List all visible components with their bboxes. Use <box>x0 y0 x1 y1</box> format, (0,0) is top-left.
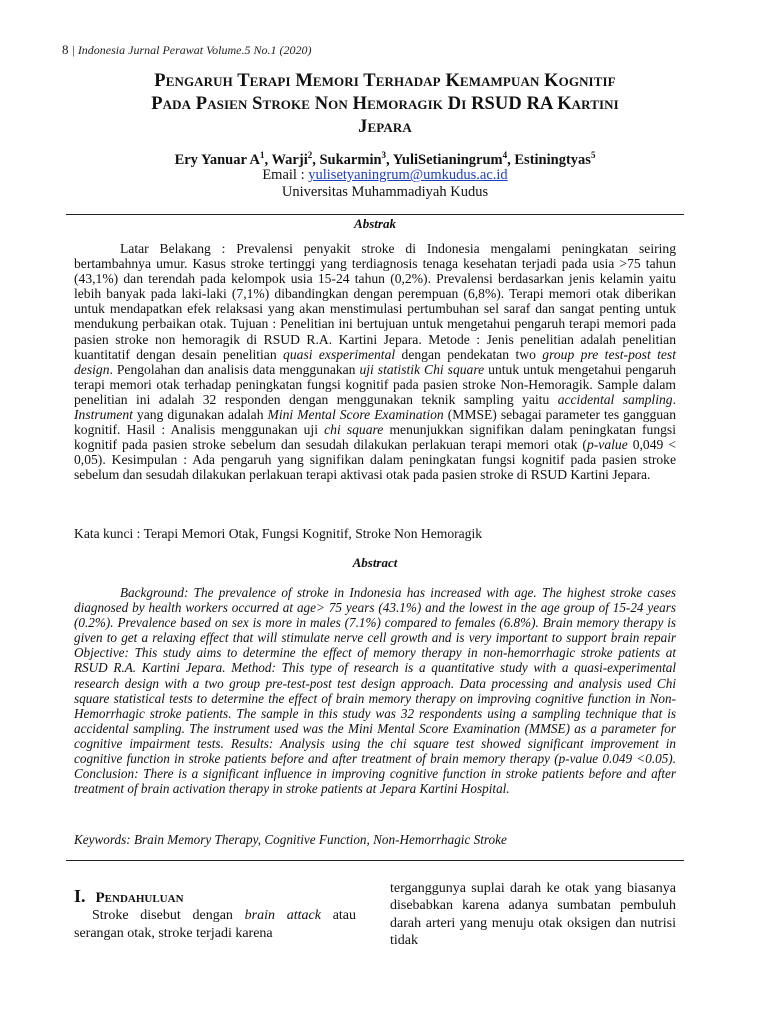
abstract-body <box>74 585 676 796</box>
abstract-heading: Abstract <box>352 555 398 570</box>
author-name: Sukarmin <box>319 151 382 168</box>
top-divider <box>66 214 684 215</box>
title-line-2: Pada Pasien Stroke Non Hemoragik Di RSUD RA Kartini <box>151 94 619 114</box>
abstrak-italic: quasi exsperimental <box>283 346 396 362</box>
author-list: Ery Yanuar $A^1$, Warji$^2$, Sukarmin$^3$, YuliSetianingrum$^4$, Estiningtyas$^5$ <box>174 150 596 168</box>
section-heading <box>74 888 356 907</box>
journal-name: Indonesia Jurnal Perawat Volume.5 No.1 (2020) <box>77 43 312 57</box>
keywords: Keywords: Brain Memory Therapy, Cognitive Function, Non-Hemorrhagic Stroke <box>74 832 507 847</box>
abstrak-text: untuk untuk mengetahui pengaruh terapi memori otak terhadap peningkatan fungsi kognitif pada pasien stroke Non-Hemoragik. Sample dalam penelitian ini adalah 32 responden dengan menggunakan teknik sampling yaitu <box>74 361 677 407</box>
abstrak-italic: chi square <box>324 422 384 438</box>
email-link[interactable]: yulisetyaningrum@umkudus.ac.id <box>308 167 508 183</box>
intro-italic: brain attack <box>244 908 321 924</box>
kata-kunci: Kata kunci : Terapi Memori Otak, Fungsi Kognitif, Stroke Non Hemoragik <box>74 526 483 541</box>
abstrak-text: dengan pendekatan two <box>395 346 543 362</box>
abstrak-heading: Abstrak <box>354 216 396 231</box>
intro-text: Stroke disebut dengan <box>92 908 245 924</box>
intro-left-column <box>74 888 356 942</box>
author-affiliation-mark: 4 <box>502 150 508 160</box>
email-label: Email : <box>262 167 309 183</box>
abstrak-text: 0,049 < 0,05). Kesimpulan : Ada pengaruh yang signifikan dalam peningkatan fungsi kognitif pada pasien stroke sebelum dan sesudah dilakukan perlakuan terapi aktivasi otak pada pasien stroke di RSUD Kartini Jepara. <box>74 437 676 483</box>
abstrak-text: (MMSE) sebagai parameter tes gangguan kognitif. Hasil : Analisis menggunakan uji <box>74 407 676 438</box>
author-name: Warji <box>271 151 308 168</box>
author-name: YuliSetianingrum <box>392 151 503 168</box>
author-name: Ery Yanuar A <box>174 151 260 168</box>
abstrak-body <box>74 241 676 483</box>
section-title: Pendahuluan <box>95 890 184 906</box>
abstract-text: Background: The prevalence of stroke in Indonesia has increased with age. The highest stroke cases diagnosed by health workers occurred at age> 75 years (43.1%) and the lowest in the age group of 15-24 years (0.2%). Prevalence based on sex is more in males (7.1%) compared to females (6.8%). Brain memory therapy is given to get a relaxing effect that will stimulate nerve cell growth and is very important to support brain repair Objective: This study aims to determine the effect of memory therapy in non-hemorrhagic stroke patients at RSUD R.A. Kartini Jepara. Method: This type of research is a quantitative study with a quasi-experimental research design with a two group pre-test-post test design approach. Data processing and analysis used Chi square statistical tests to determine the effect of brain memory therapy on improving cognitive function in Non-Hemorrhagic stroke patients. The sample in this study was 32 respondents using a sampling technique that is accidental sampling. The instrument used was the Mini Mental Score Examination (MMSE) as a parameter for cognitive impairment tests. Results: Analysis using the chi square test showed significant improvement in cognitive function in stroke patients before and after treatment of brain memory therapy (p-value 0.049 <0.05). Conclusion: There is a significant influence in improving cognitive function in stroke patients before and after treatment of brain activation therapy in stroke patients at Jepara Kartini Hospital. <box>74 585 676 797</box>
email-line <box>74 167 696 184</box>
abstrak-text: . <box>672 391 676 407</box>
title-line-1: Pengaruh Terapi Memori Terhadap Kemampuan Kognitif <box>154 71 616 91</box>
paper-title <box>74 70 696 139</box>
intro-text: atau serangan otak, stroke terjadi karena <box>74 908 357 941</box>
abstrak-italic: uji statistik Chi square <box>359 361 485 377</box>
abstrak-text: . Pengolahan dan analisis data menggunakan <box>109 361 360 377</box>
abstrak-italic: p-value <box>586 437 628 453</box>
intro-right-column: terganggunya suplai darah ke otak yang biasanya disebabkan karena adanya sumbatan pembuluh darah arteri yang menuju otak oksigen dan nutrisi tidak <box>390 881 676 949</box>
author-name: Estiningtyas <box>514 151 591 168</box>
bottom-divider <box>66 860 684 861</box>
abstrak-text: yang digunakan adalah <box>132 407 268 423</box>
author-affiliation-mark: 3 <box>381 150 387 160</box>
abstrak-italic: Instrument <box>74 407 133 423</box>
author-affiliation-mark: 5 <box>590 150 596 160</box>
abstrak-italic: accidental sampling <box>557 391 673 407</box>
author-affiliation-mark: 2 <box>307 150 313 160</box>
affiliation: Universitas Muhammadiyah Kudus <box>281 184 489 200</box>
abstrak-italic: group pre test-post test design <box>74 346 676 377</box>
abstrak-text: menunjukkan signifikan dalam peningkatan fungsi kognitif pada pasien stroke sebelum dan sesudah dilakukan perlakuan terapi memori otak ( <box>74 422 677 453</box>
abstrak-text: Latar Belakang : Prevalensi penyakit stroke di Indonesia mengalami peningkatan seiring bertambahnya umur. Kasus stroke tertinggi yang terdiagnosis tenaga kesehatan terjadi pada usia >75 tahun (43,1%) dan terendah pada kelompok usia 15-24 tahun (0,2%). Prevalensi berdasarkan jenis kelamin yaitu lebih banyak pada laki-laki (7,1%) dibandingkan dengan perempuan (6,8%). Terapi memori otak diberikan untuk mendapatkan efek relaksasi yang akan menstimulasi pertumbuhan sel saraf dan sangat penting untuk mendukung perbaikan otak. Tujuan : Penelitian ini bertujuan untuk mengetahui pengaruh terapi memori pada pasien stroke non hemoragik di RSUD R.A. Kartini Jepara. Metode : Jenis penelitian adalah penelitian kuantitatif dengan desain penelitian <box>74 241 676 362</box>
running-header: 8 | Indonesia Jurnal Perawat Volume.5 No.1 (2020) <box>62 42 312 57</box>
intro-paragraph <box>74 907 356 942</box>
page-number: 8 <box>62 42 69 57</box>
abstrak-italic: Mini Mental Score Examination <box>267 407 444 423</box>
author-affiliation-mark: 1 <box>259 150 265 160</box>
section-number: I. <box>74 886 86 906</box>
title-line-3: Jepara <box>358 117 412 137</box>
